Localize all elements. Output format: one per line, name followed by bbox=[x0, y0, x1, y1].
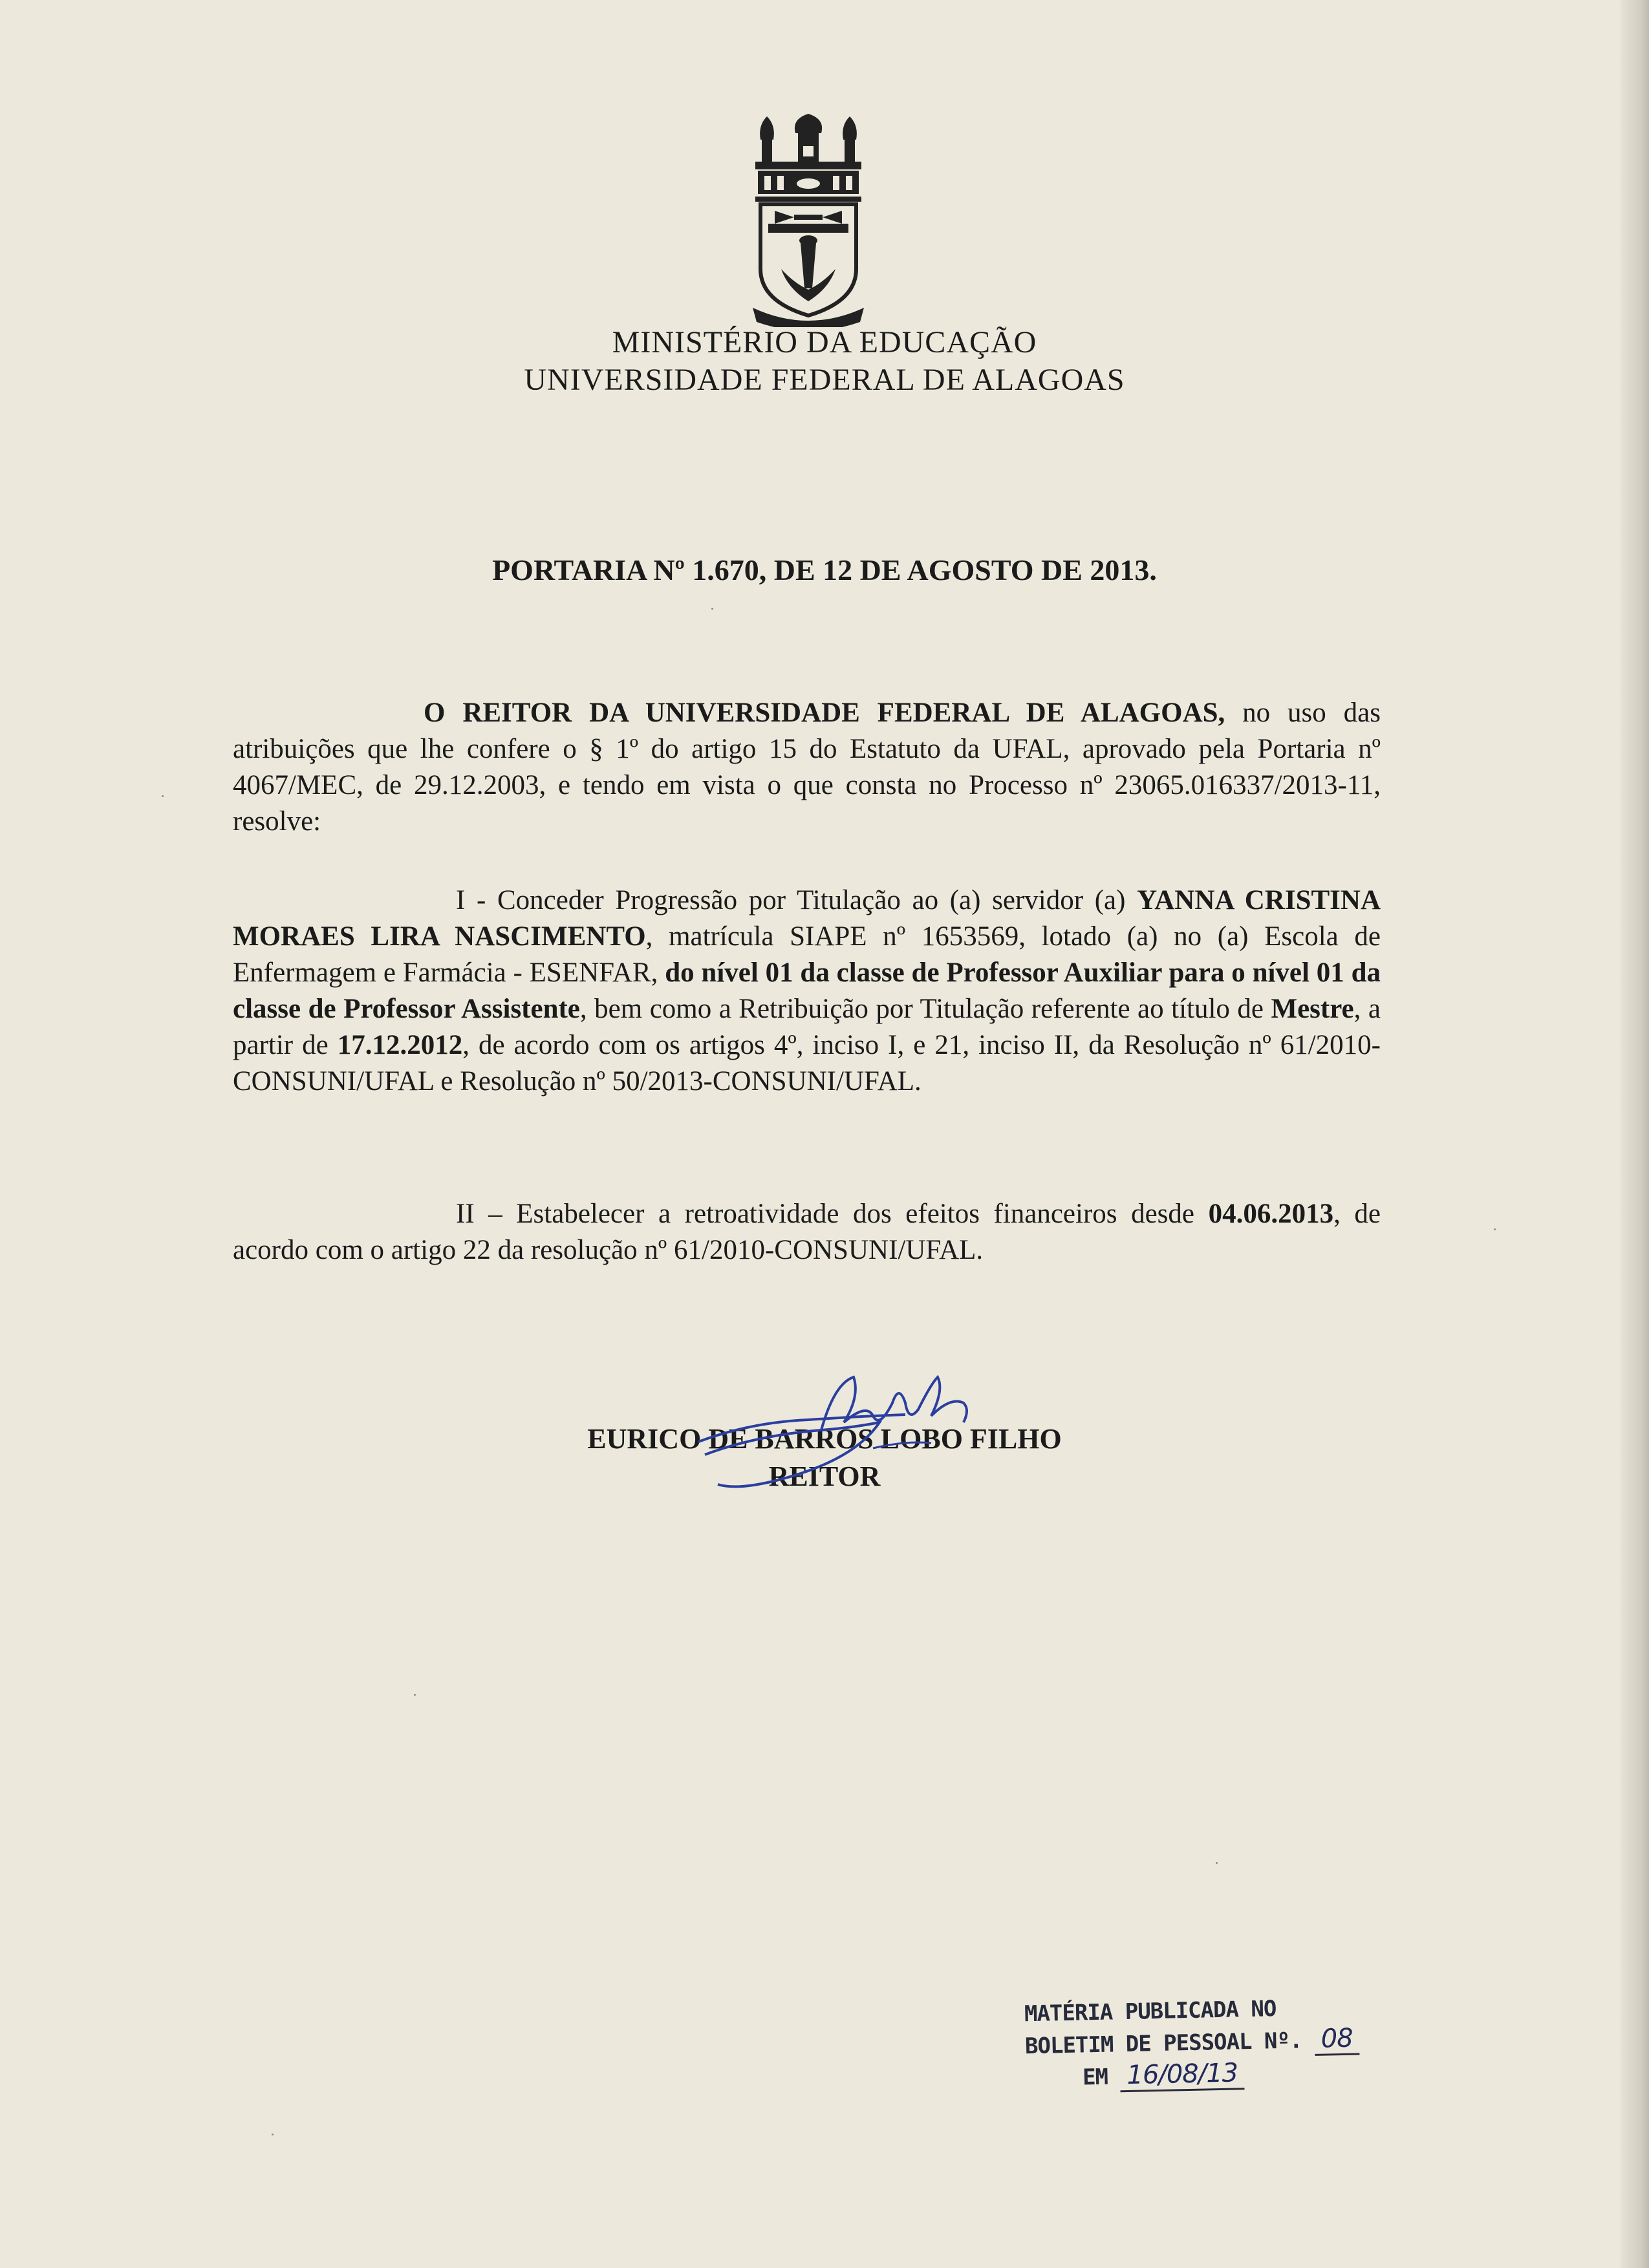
article-1-paragraph bbox=[233, 883, 1381, 1100]
university-heading: UNIVERSIDADE FEDERAL DE ALAGOAS bbox=[524, 363, 1125, 397]
portaria-title: PORTARIA Nº 1.670, DE 12 DE AGOSTO DE 2013. bbox=[492, 553, 1157, 586]
career-level-change: do nível 01 da classe de Professor Auxiliar para o nível 01 da classe de Professor Assistente bbox=[233, 957, 1381, 1024]
article-1-part1: I - Conceder Progressão por Titulação ao (a) servidor (a) bbox=[456, 885, 1137, 915]
article-1-part4: , a partir de bbox=[233, 994, 1381, 1060]
preamble-text: no uso das atribuições que lhe confere o § 1º do artigo 15 do Estatuto da UFAL, aprovado pela Portaria nº 4067/MEC, de 29.12.2003, e tendo em vista o que consta no Processo nº 23065.016337/2013-11, resolve: bbox=[233, 698, 1381, 837]
article-2-part1: II – Estabelecer a retroatividade dos efeitos financeiros desde bbox=[456, 1199, 1209, 1229]
stamp-bulletin-number: 08 bbox=[1314, 2023, 1359, 2055]
article-1-part5: , de acordo com os artigos 4º, inciso I, e 21, inciso II, da Resolução nº 61/2010-CONSUNI/UFAL e Resolução nº 50/2013-CONSUNI/UFAL. bbox=[233, 1030, 1381, 1097]
preamble-paragraph bbox=[233, 695, 1381, 840]
scan-speck bbox=[711, 608, 713, 610]
article-2-part2: , de acordo com o artigo 22 da resolução nº 61/2010-CONSUNI/UFAL. bbox=[233, 1199, 1381, 1265]
scan-speck bbox=[414, 1694, 416, 1696]
article-1-part3: , bem como a Retribuição por Titulação referente ao título de bbox=[579, 994, 1271, 1024]
article-2-paragraph bbox=[233, 1196, 1381, 1268]
scan-speck bbox=[1216, 1862, 1218, 1864]
servant-name: YANNA CRISTINA MORAES LIRA NASCIMENTO bbox=[233, 885, 1381, 952]
stamp-date: 16/08/13 bbox=[1120, 2058, 1245, 2092]
ufal-crest-icon bbox=[749, 114, 868, 327]
academic-degree: Mestre bbox=[1271, 994, 1354, 1024]
article-1-part2: , matrícula SIAPE nº 1653569, lotado (a) no (a) Escola de Enfermagem e Farmácia - ESENFAR, bbox=[233, 921, 1381, 988]
handwritten-signature bbox=[660, 1358, 1022, 1506]
preamble-subject: O REITOR DA UNIVERSIDADE FEDERAL DE ALAGOAS, bbox=[424, 698, 1225, 728]
publication-stamp bbox=[1024, 1991, 1414, 2095]
retroactive-date: 04.06.2013 bbox=[1208, 1199, 1334, 1229]
scan-speck bbox=[162, 795, 164, 797]
ministry-heading: MINISTÉRIO DA EDUCAÇÃO bbox=[612, 325, 1037, 359]
stamp-line-1: MATÉRIA PUBLICADA NO bbox=[1024, 1996, 1277, 2027]
effective-date: 17.12.2012 bbox=[337, 1030, 463, 1060]
stamp-date-label: EM bbox=[1082, 2064, 1108, 2091]
scan-speck bbox=[272, 2134, 274, 2135]
stamp-bulletin-label: BOLETIM DE PESSOAL Nº. bbox=[1024, 2027, 1302, 2060]
signer-name: EURICO DE BARROS LOBO FILHO bbox=[587, 1423, 1062, 1455]
scan-speck bbox=[1494, 1228, 1496, 1230]
signer-role: REITOR bbox=[768, 1460, 881, 1492]
